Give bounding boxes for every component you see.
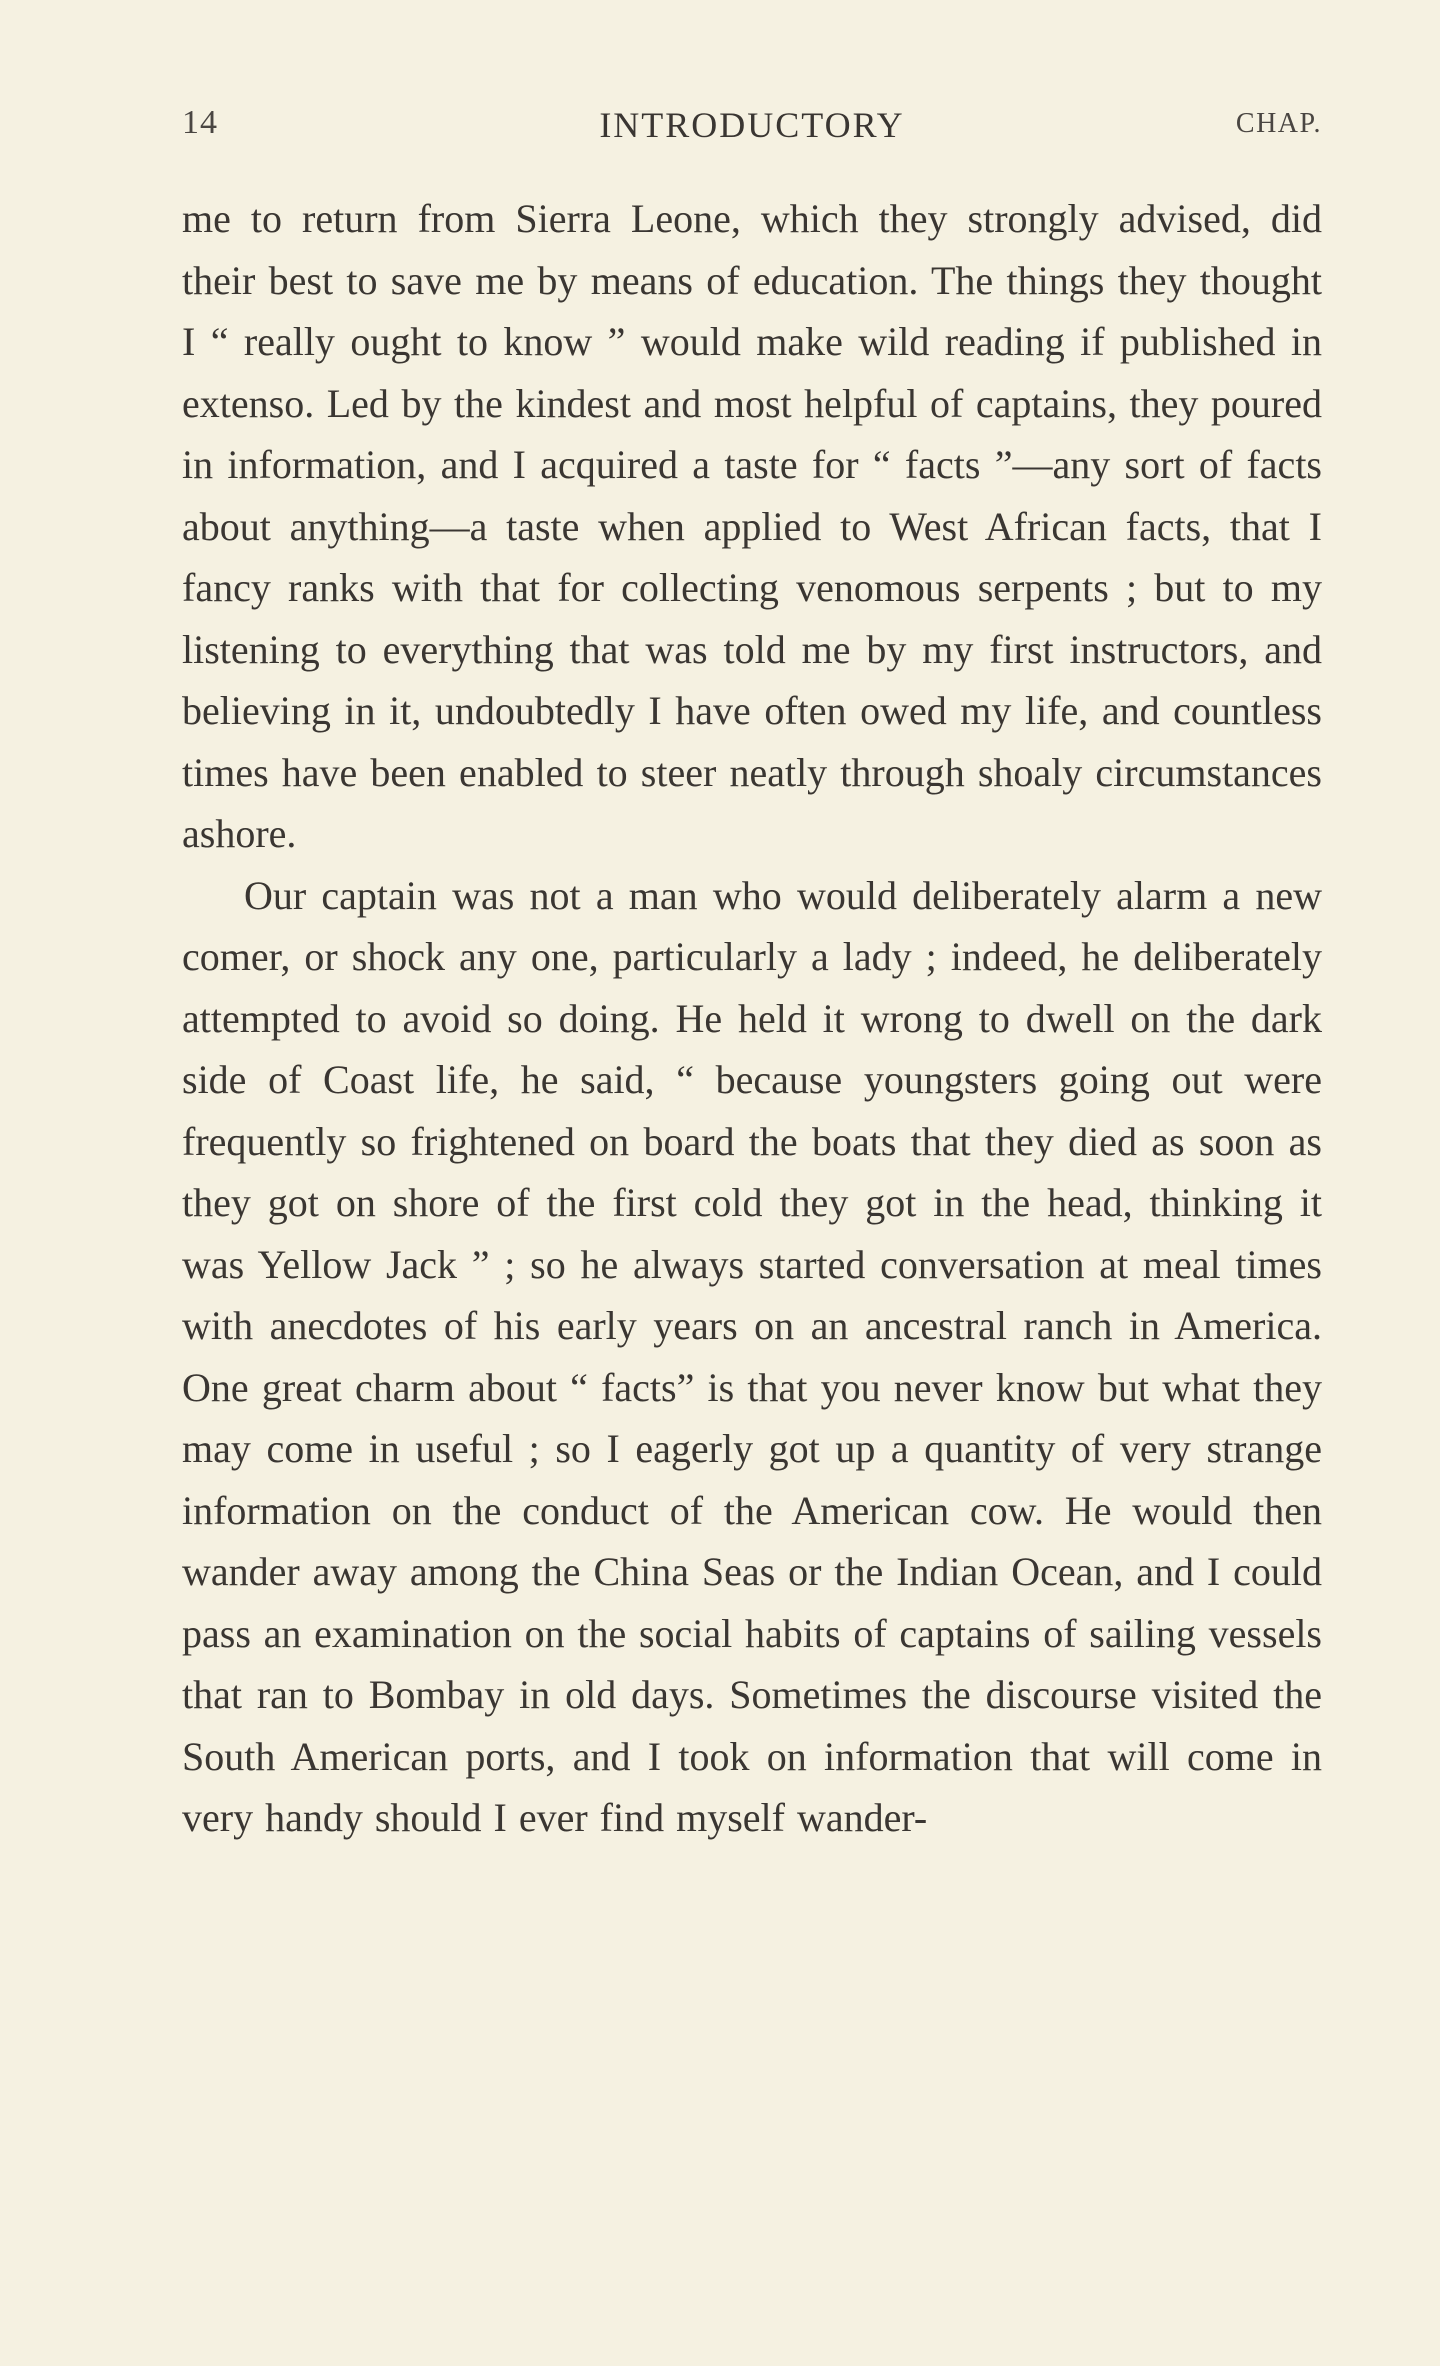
page-number: 14	[182, 104, 218, 141]
chapter-label: CHAP.	[1235, 108, 1322, 139]
chapter-title: INTRODUCTORY	[599, 105, 905, 145]
body-text	[182, 188, 1322, 1849]
paragraph-1: me to return from Sierra Leone, which they strongly advised, did their best to save me by means of education. The things they thought I “ really ought to know ” would make wild reading if published in extenso. Led by the kindest and most helpful of captains, they poured in information, and I acquired a taste for “ facts ”—any sort of facts about anything—a taste when applied to West African facts, that I fancy ranks with that for collecting venomous serpents ; but to my listening to everything that was told me by my first instructors, and believing in it, undoubtedly I have often owed my life, and countless times have been enabled to steer neatly through shoaly circumstances ashore.	[182, 196, 1322, 856]
running-head	[182, 104, 1322, 154]
paragraph-2: Our captain was not a man who would deliberately alarm a new comer, or shock any one, particularly a lady ; indeed, he deliberately attempted to avoid so doing. He held it wrong to dwell on the dark side of Coast life, he said, “ because youngsters going out were frequently so frightened on board the boats that they died as soon as they got on shore of the first cold they got in the head, thinking it was Yellow Jack ” ; so he always started conversation at meal times with anecdotes of his early years on an ancestral ranch in America. One great charm about “ facts” is that you never know but what they may come in useful ; so I eagerly got up a quantity of very strange information on the conduct of the American cow. He would then wander away among the China Seas or the Indian Ocean, and I could pass an examination on the social habits of captains of sailing vessels that ran to Bombay in old days. Sometimes the discourse visited the South American ports, and I took on information that will come in very handy should I ever find myself wander-	[182, 872, 1322, 1840]
